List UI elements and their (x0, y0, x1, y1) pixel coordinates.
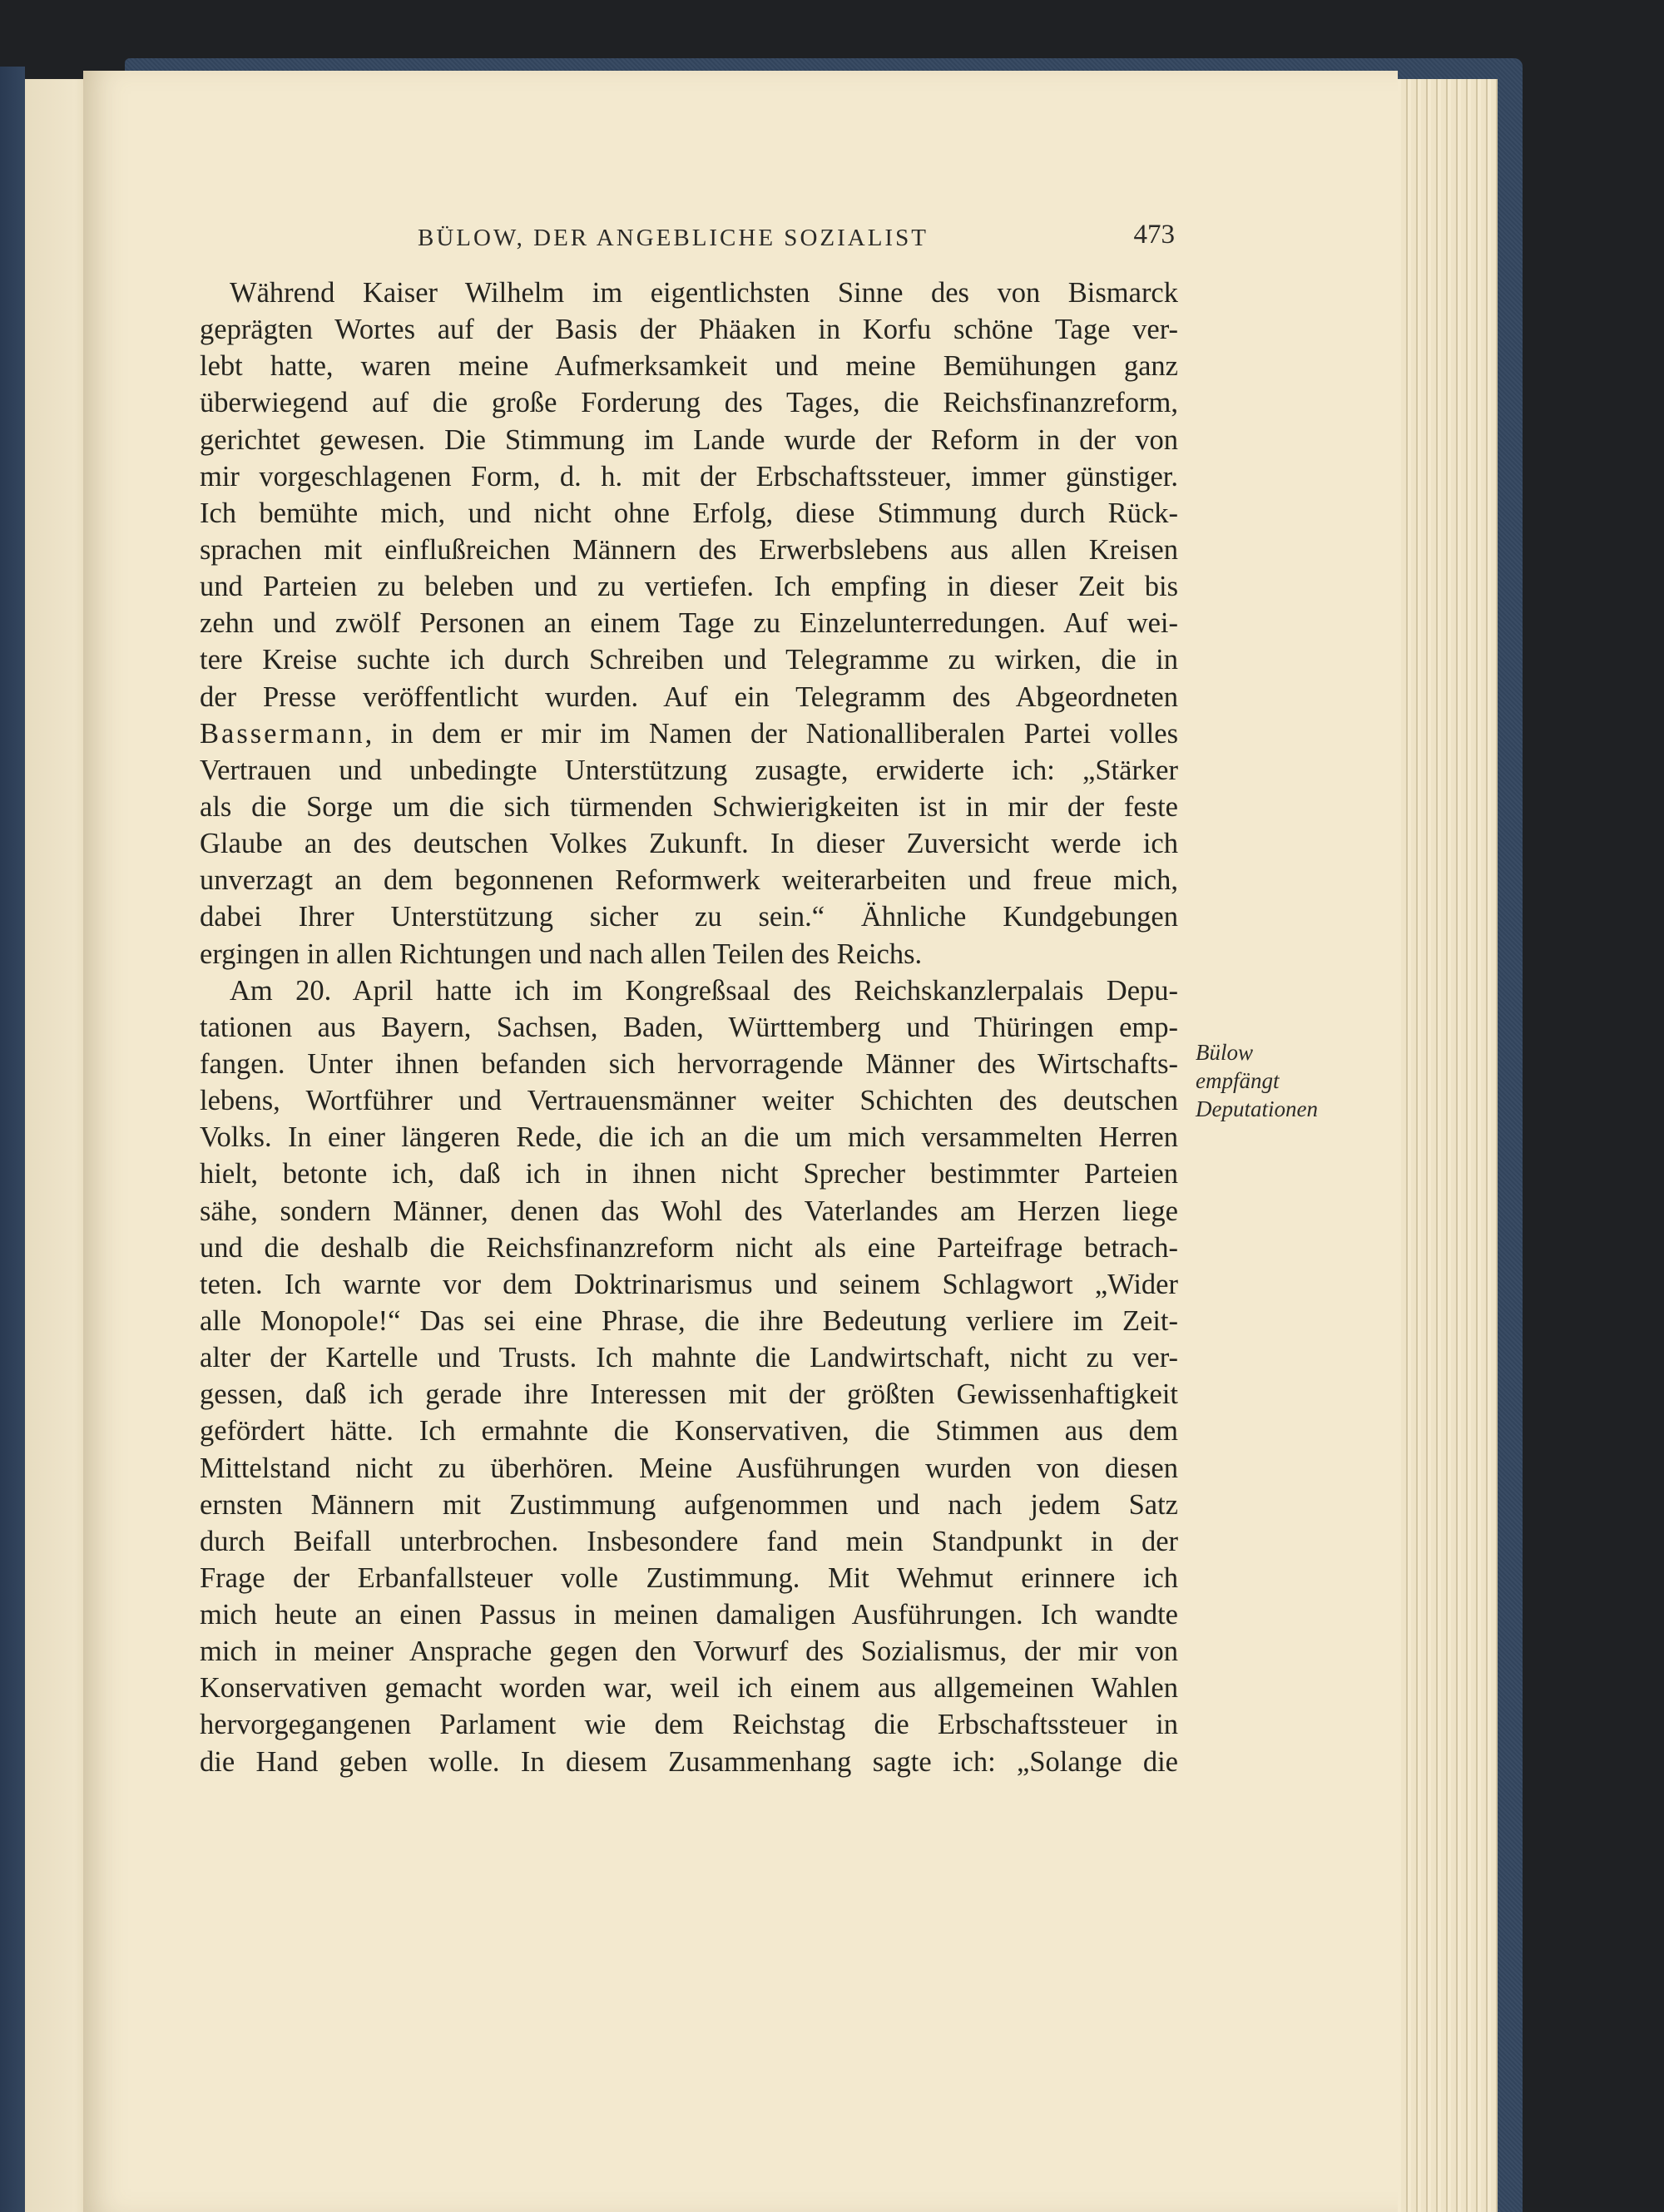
text-line: Glaube an des deutschen Volkes Zukunft. In dieser Zuversicht werde ich (200, 828, 1178, 860)
text-line: Volks. In einer längeren Rede, die ich an die um mich versammelten Herren (200, 1121, 1178, 1154)
text-line: lebens, Wortführer und Vertrauensmänner weiter Schichten des deutschen (200, 1085, 1178, 1117)
text-line: hielt, betonte ich, daß ich in ihnen nicht Sprecher bestimmter Parteien (200, 1158, 1178, 1190)
text-line: gefördert hätte. Ich ermahnte die Konservativen, die Stimmen aus dem (200, 1415, 1178, 1447)
bassermann-rest: , in dem er mir im Namen der Nationalliberalen Partei volles (364, 717, 1178, 750)
text-line: Ich bemühte mich, und nicht ohne Erfolg, diese Stimmung durch Rück- (200, 497, 1178, 529)
marginal-note-line: Bülow (1196, 1040, 1254, 1065)
text-line: die Hand geben wolle. In diesem Zusammenhang sagte ich: „Solange die (200, 1745, 1178, 1778)
text-line: Am 20. April hatte ich im Kongreßsaal des Reichskanzlerpalais Depu- (230, 974, 1178, 1007)
text-line: Frage der Erbanfallsteuer volle Zustimmung. Mit Wehmut erinnere ich (200, 1561, 1178, 1594)
text-line: zehn und zwölf Personen an einem Tage zu Einzelunterredungen. Auf wei- (200, 607, 1178, 640)
text-line: und die deshalb die Reichsfinanzreform nicht als eine Parteifrage betrach- (200, 1231, 1178, 1264)
text-line: sprachen mit einflußreichen Männern des Erwerbslebens aus allen Kreisen (200, 533, 1178, 566)
text-line: unverzagt an dem begonnenen Reformwerk weiterarbeiten und freue mich, (200, 864, 1178, 897)
text-line: durch Beifall unterbrochen. Insbesondere fand mein Standpunkt in der (200, 1525, 1178, 1557)
text-line: sähe, sondern Männer, denen das Wohl des Vaterlandes am Herzen liege (200, 1195, 1178, 1227)
text-line: lebt hatte, waren meine Aufmerksamkeit und meine Bemühungen ganz (200, 350, 1178, 383)
text-line (200, 715, 1178, 752)
marginal-note-line: Deputationen (1196, 1096, 1318, 1121)
running-title: BÜLOW, DER ANGEBLICHE SOZIALIST (418, 225, 929, 251)
page-number: 473 (1133, 220, 1175, 250)
text-line: fangen. Unter ihnen befanden sich hervorragende Männer des Wirtschafts- (200, 1047, 1178, 1080)
text-line: Mittelstand nicht zu überhören. Meine Ausführungen wurden von diesen (200, 1452, 1178, 1484)
text-line: dabei Ihrer Unterstützung sicher zu sein.“ Ähnliche Kundgebungen (200, 901, 1178, 933)
text-line: überwiegend auf die große Forderung des Tages, die Reichsfinanzreform, (200, 387, 1178, 419)
text-line: Während Kaiser Wilhelm im eigentlichsten Sinne des von Bismarck (230, 277, 1178, 309)
text-line: alter der Kartelle und Trusts. Ich mahnte die Landwirtschaft, nicht zu ver- (200, 1342, 1178, 1374)
marginal-note-line: empfängt (1196, 1068, 1280, 1093)
text-line: mir vorgeschlagenen Form, d. h. mit der Erbschaftssteuer, immer günstiger. (200, 460, 1178, 492)
text-line: als die Sorge um die sich türmenden Schwierigkeiten ist in mir der feste (200, 790, 1178, 823)
text-line: ergingen in allen Richtungen und nach allen Teilen des Reichs. (200, 938, 923, 970)
text-line: der Presse veröffentlicht wurden. Auf ein Telegramm des Abgeordneten (200, 680, 1178, 713)
text-line: teten. Ich warnte vor dem Doktrinarismus und seinem Schlagwort „Wider (200, 1268, 1178, 1300)
marginal-note (1196, 1038, 1345, 1123)
page-edges (1381, 79, 1498, 2212)
text-line: mich in meiner Ansprache gegen den Vorwurf des Sozialismus, der mir von (200, 1635, 1178, 1668)
text-line: tere Kreise suchte ich durch Schreiben und Telegramme zu wirken, die in (200, 644, 1178, 676)
text-line: hervorgegangenen Parlament wie dem Reichstag die Erbschaftssteuer in (200, 1709, 1178, 1741)
text-line: tationen aus Bayern, Sachsen, Baden, Württemberg und Thüringen emp- (200, 1011, 1178, 1043)
text-line: gessen, daß ich gerade ihre Interessen mit der größten Gewissenhaftigkeit (200, 1378, 1178, 1411)
text-line: und Parteien zu beleben und zu vertiefen. Ich empfing in dieser Zeit bis (200, 571, 1178, 603)
text-line: alle Monopole!“ Das sei eine Phrase, die ihre Bedeutung verliere im Zeit- (200, 1304, 1178, 1337)
text-line: gerichtet gewesen. Die Stimmung im Lande wurde der Reform in der von (200, 423, 1178, 456)
left-cover-edge (0, 67, 25, 2212)
bassermann-name: Bassermann (200, 717, 365, 750)
text-line: mich heute an einen Passus in meinen damaligen Ausführungen. Ich wandte (200, 1599, 1178, 1631)
text-line: Vertrauen und unbedingte Unterstützung zusagte, erwiderte ich: „Stärker (200, 754, 1178, 786)
text-line: ernsten Männern mit Zustimmung aufgenommen und nach jedem Satz (200, 1488, 1178, 1521)
running-head (201, 220, 1175, 266)
text-line: geprägten Wortes auf der Basis der Phäaken in Korfu schöne Tage ver- (200, 314, 1178, 346)
body-text (200, 275, 1178, 1780)
text-line: Konservativen gemacht worden war, weil ich einem aus allgemeinen Wahlen (200, 1672, 1178, 1705)
